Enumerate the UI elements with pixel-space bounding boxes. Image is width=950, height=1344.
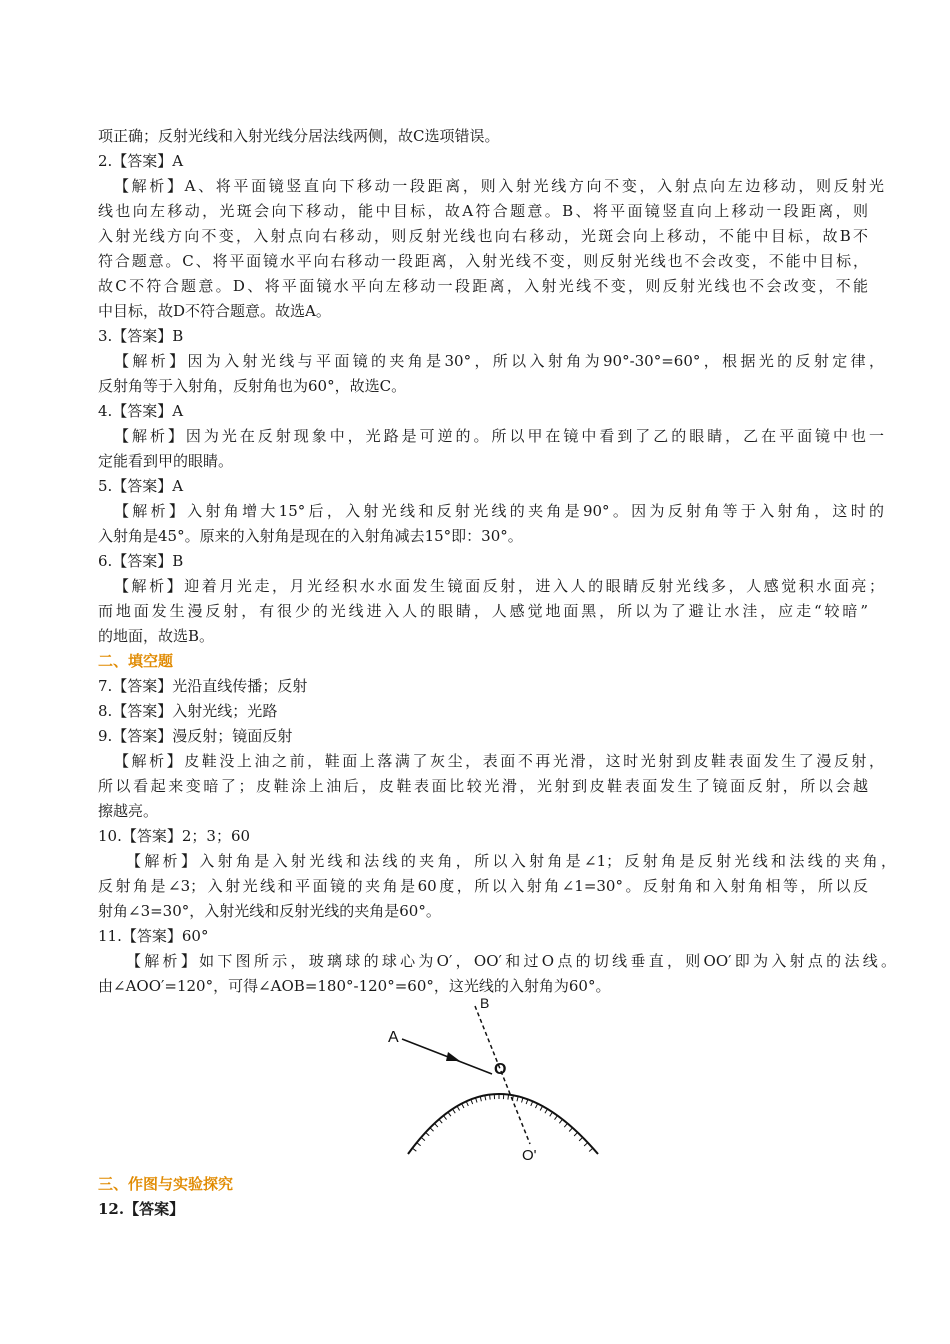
section-heading: 三、作图与实验探究: [98, 1175, 234, 1193]
arrow-head-icon: [446, 1052, 460, 1061]
hatch-mark: [466, 1101, 468, 1106]
text-line: 【解析】皮鞋没上油之前，鞋面上落满了灰尘，表面不再光滑，这时光射到皮鞋表面发生了漫反射，: [114, 752, 884, 770]
text-line: 【解析】因为入射光线与平面镜的夹角是30°，所以入射角为90°-30°=60°，根据光的反射定律，: [114, 352, 884, 370]
hatch-mark: [569, 1128, 572, 1132]
hatch-mark: [430, 1128, 434, 1132]
hatch-mark: [508, 1095, 509, 1100]
text-line: 中目标，故D不符合题意。故选A。: [98, 302, 331, 320]
hatch-mark: [453, 1109, 456, 1113]
text-line: 12.【答案】: [98, 1200, 185, 1218]
hatch-mark: [574, 1132, 577, 1136]
text-line: 由∠AOO′=120°，可得∠AOB=180°-120°=60°，这光线的入射角为60°。: [98, 977, 611, 995]
hatch-mark: [550, 1112, 553, 1116]
text-line: 入射光线方向不变，入射点向右移动，则反射光线也向右移动，光斑会向上移动，不能中目标，故B不: [98, 227, 868, 245]
hatch-mark: [579, 1137, 583, 1141]
label-o-prime: O': [522, 1147, 537, 1164]
text-line: 而地面发生漫反射，有很少的光线进入人的眼睛，人感觉地面黑，所以为了避让水洼，应走“较暗”: [98, 602, 868, 620]
text-line: 射角∠3=30°，入射光线和反射光线的夹角是60°。: [98, 902, 441, 920]
hatch-mark: [545, 1109, 548, 1113]
text-line: 入射角是45°。原来的入射角是现在的入射角减去15°即：30°。: [98, 527, 523, 545]
hatch-mark: [535, 1104, 537, 1108]
text-line: 线也向左移动，光斑会向下移动，能中目标，故A符合题意。B、将平面镜竖直向上移动一段距离，则: [98, 202, 868, 220]
hatch-mark: [434, 1123, 437, 1127]
hatch-mark: [584, 1143, 588, 1146]
text-line: 反射角等于入射角，反射角也为60°，故选C。: [98, 377, 407, 395]
text-line: 故C不符合题意。D、将平面镜水平向左移动一段距离，入射光线不变，则反射光线也不会改变，不能: [98, 277, 868, 295]
text-line: 【解析】入射角增大15°后，入射光线和反射光线的夹角是90°。因为反射角等于入射角，这时的: [114, 502, 884, 520]
hatch-mark: [490, 1095, 491, 1100]
text-line: 5.【答案】A: [98, 477, 184, 495]
reflection-diagram: [380, 994, 610, 1164]
text-line: 【解析】因为光在反射现象中，光路是可逆的。所以甲在镜中看到了乙的眼睛，乙在平面镜中也一: [114, 427, 884, 445]
hatch-mark: [412, 1148, 416, 1151]
text-line: 11.【答案】60°: [98, 927, 209, 945]
hatch-mark: [559, 1119, 562, 1123]
sphere-surface-arc: [408, 1094, 598, 1154]
label-a: A: [388, 1029, 399, 1046]
label-o: O: [494, 1061, 507, 1078]
section-heading: 二、填空题: [98, 652, 174, 670]
text-line: 反射角是∠3；入射光线和平面镜的夹角是60度，所以入射角∠1=30°。反射角和入射角相等，所以反: [98, 877, 868, 895]
text-line: 【解析】入射角是入射光线和法线的夹角，所以入射角是∠1；反射角是反射光线和法线的夹角，: [126, 852, 896, 870]
hatch-mark: [448, 1112, 451, 1116]
hatch-mark: [426, 1132, 430, 1135]
text-line: 6.【答案】B: [98, 552, 184, 570]
text-line: 所以看起来变暗了；皮鞋涂上油后，皮鞋表面比较光滑，光射到皮鞋表面发生了镜面反射，所以会越: [98, 777, 868, 795]
hatch-mark: [531, 1101, 533, 1106]
hatch-mark: [540, 1106, 542, 1110]
text-line: 定能看到甲的眼睛。: [98, 452, 234, 470]
text-line: 【解析】A、将平面镜竖直向下移动一段距离，则入射光线方向不变，入射点向左边移动，则反射光: [114, 177, 884, 195]
label-b: B: [480, 995, 490, 1011]
text-line: 符合题意。C、将平面镜水平向右移动一段距离，入射光线不变，则反射光线也不会改变，不能中目标，: [98, 252, 868, 270]
hatch-mark: [439, 1119, 442, 1123]
text-line: 擦越亮。: [98, 802, 159, 820]
text-line: 4.【答案】A: [98, 402, 184, 420]
text-line: 9.【答案】漫反射；镜面反射: [98, 727, 293, 745]
text-line: 3.【答案】B: [98, 327, 184, 345]
text-line: 8.【答案】入射光线；光路: [98, 702, 278, 720]
hatch-mark: [462, 1104, 464, 1108]
text-line: 【解析】迎着月光走，月光经积水水面发生镜面反射，进入人的眼睛反射光线多，人感觉积水面亮；: [114, 577, 884, 595]
hatch-mark: [417, 1143, 421, 1146]
hatch-mark: [522, 1098, 523, 1103]
text-line: 7.【答案】光沿直线传播；反射: [98, 677, 308, 695]
hatch-mark: [589, 1148, 593, 1151]
hatch-mark: [421, 1137, 425, 1140]
text-line: 项正确；反射光线和入射光线分居法线两侧，故C选项错误。: [98, 127, 500, 145]
text-line: 的地面，故选B。: [98, 627, 215, 645]
hatch-mark: [564, 1123, 567, 1127]
hatch-mark: [457, 1106, 460, 1110]
hatch-mark: [555, 1116, 558, 1120]
hatch-mark: [443, 1116, 446, 1120]
text-line: 2.【答案】A: [98, 152, 184, 170]
text-line: 【解析】如下图所示，玻璃球的球心为O′，OO′和过O点的切线垂直，则OO′即为入射点的法线。: [126, 952, 896, 970]
text-line: 10.【答案】2；3；60: [98, 827, 251, 845]
